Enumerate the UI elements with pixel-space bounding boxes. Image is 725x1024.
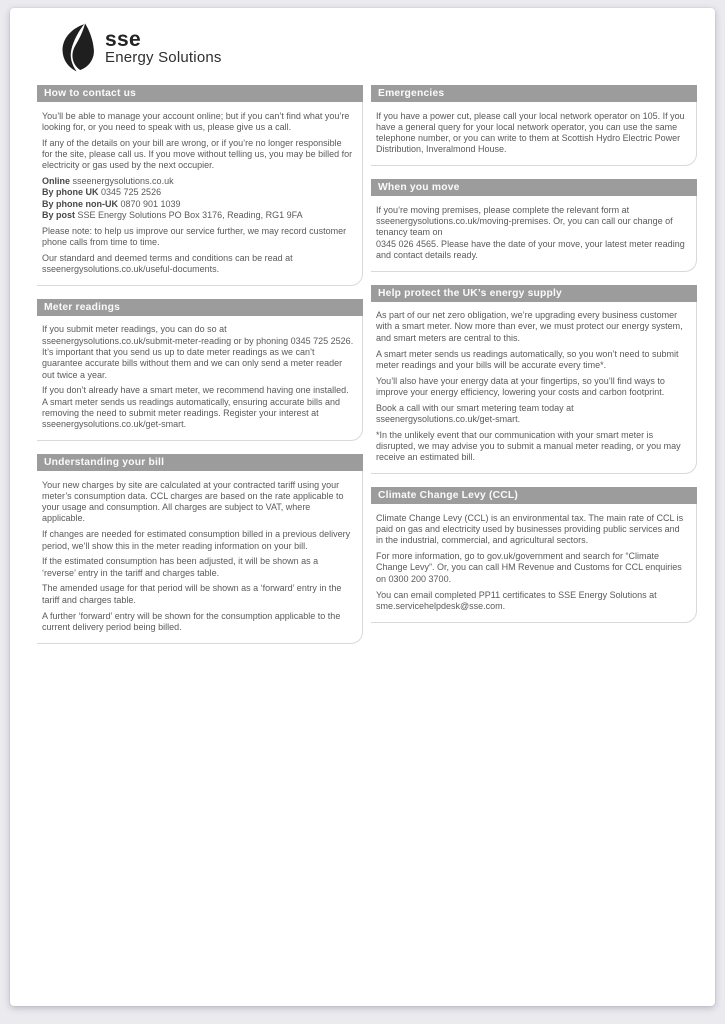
section-emergencies: [371, 85, 697, 166]
paragraph: If any of the details on your bill are wrong, or if you’re no longer responsible for the site, please call us. If you move without telling us, you may be billed for electricity or gas used by the next occupier.: [42, 137, 353, 171]
section-title: Emergencies: [371, 85, 697, 102]
paragraph: If changes are needed for estimated consumption billed in a previous delivery period, we’ll show this in the meter reading information on your bill.: [42, 529, 351, 551]
section-when-you-move: [371, 179, 697, 271]
brand-header: [10, 8, 715, 83]
paragraph: You can email completed PP11 certificates to SSE Energy Solutions at sme.servicehelpdesk@sse.com.: [376, 589, 657, 611]
paragraph: If you don’t already have a smart meter, we recommend having one installed. A smart meter sends us readings automatically, ensuring accurate bills and removing the need to submit meter readings. Register your interest at sseenergysolutions.co.uk/get-smart.: [42, 385, 349, 430]
paragraph: You’ll also have your energy data at your fingertips, so you’ll find ways to improve your energy efficiency, lowering your costs and carbon footprint.: [376, 375, 665, 397]
content-columns: [10, 83, 715, 657]
paragraph: Please note: to help us improve our service further, we may record customer phone calls from time to time.: [42, 225, 347, 247]
section-meter-readings: [37, 299, 363, 441]
section-help-protect-energy-supply: [371, 285, 697, 475]
section-how-to-contact-us: [37, 85, 363, 286]
section-title: Meter readings: [37, 299, 363, 316]
brand-name: sse: [105, 28, 141, 51]
paragraph: Our standard and deemed terms and conditions can be read at sseenergysolutions.co.uk/useful-documents.: [42, 252, 293, 275]
section-title: Climate Change Levy (CCL): [371, 487, 697, 504]
paragraph: If the estimated consumption has been adjusted, it will be shown as a ‘reverse’ entry in the tariff and charges table.: [42, 556, 319, 578]
section-body: [37, 316, 363, 441]
brand-tagline: Energy Solutions: [105, 49, 222, 66]
section-body: [371, 302, 697, 475]
section-body: [37, 102, 363, 286]
section-climate-change-levy: [371, 487, 697, 622]
document-page: [10, 8, 715, 1006]
section-title: Help protect the UK’s energy supply: [371, 285, 697, 302]
brand-wordmark: [105, 30, 222, 66]
paragraph: Online sseenergysolutions.co.uk By phone UK 0345 725 2526 By phone non-UK 0870 901 1039 By post SSE Energy Solutions PO Box 3176, Reading, RG1 9FA: [42, 175, 303, 220]
paragraph: You’ll be able to manage your account online; but if you can’t find what you’re looking for, or you need to speak with us, please give us a call.: [42, 110, 350, 132]
paragraph: Climate Change Levy (CCL) is an environmental tax. The main rate of CCL is paid on gas and electricity used by businesses providing public services and in the industrial, commercial, and agricultural sectors.: [376, 512, 684, 546]
section-body: [371, 196, 697, 271]
paragraph: A smart meter sends us readings automatically, so you won’t need to submit meter readings and your bills will be accurate every time*.: [376, 348, 679, 370]
section-body: [37, 471, 363, 644]
section-title: When you move: [371, 179, 697, 196]
paragraph: Book a call with our smart metering team today at sseenergysolutions.co.uk/get-smart.: [376, 402, 574, 425]
paragraph: If you’re moving premises, please complete the relevant form at sseenergysolutions.co.uk/moving-premises. Or, you can call our change of tenancy team on 0345 026 4565. Please have the date of your move, your latest meter reading and contact details ready.: [376, 204, 685, 260]
section-title: Understanding your bill: [37, 454, 363, 471]
section-body: [371, 102, 697, 166]
paragraph: Your new charges by site are calculated at your contracted tariff using your meter’s consumption data. CCL charges are based on the rate applicable to your usage and consumption. All charges are subject to VAT, where applicable.: [42, 479, 344, 524]
paragraph: If you submit meter readings, you can do so at sseenergysolutions.co.uk/submit-meter-reading or by phoning 0345 725 2526. It’s important that you send us up to date meter readings as we can’t guarantee accurate bills without them and we can only send a meter reader out twice a year.: [42, 324, 354, 380]
section-body: [371, 504, 697, 622]
paragraph: For more information, go to gov.uk/government and search for “Climate Change Levy”. Or, you can call HM Revenue and Customs for CCL enquiries on 0300 200 3700.: [376, 551, 682, 584]
section-title: How to contact us: [37, 85, 363, 102]
paragraph: The amended usage for that period will be shown as a ‘forward’ entry in the tariff and charges table.: [42, 583, 342, 605]
paragraph: As part of our net zero obligation, we’re upgrading every business customer with a smart meter. Now more than ever, we must protect our energy system, and smart meters are central to this.: [376, 310, 683, 343]
sse-flame-icon: [56, 23, 100, 73]
paragraph: If you have a power cut, please call your local network operator on 105. If you have a general query for your local network operator, you can use the same telephone number, or you can write to them at Scottish Hydro Electric Power Distribution, Inveralmond House.: [376, 110, 685, 155]
paragraph: A further ‘forward’ entry will be shown for the consumption applicable to the current delivery period being billed.: [42, 610, 341, 632]
section-understanding-your-bill: [37, 454, 363, 644]
right-column: [371, 85, 697, 657]
left-column: [37, 85, 363, 657]
paragraph: *In the unlikely event that our communication with your smart meter is disrupted, we may advise you to submit a manual meter reading, or you may receive an estimated bill.: [376, 429, 681, 463]
